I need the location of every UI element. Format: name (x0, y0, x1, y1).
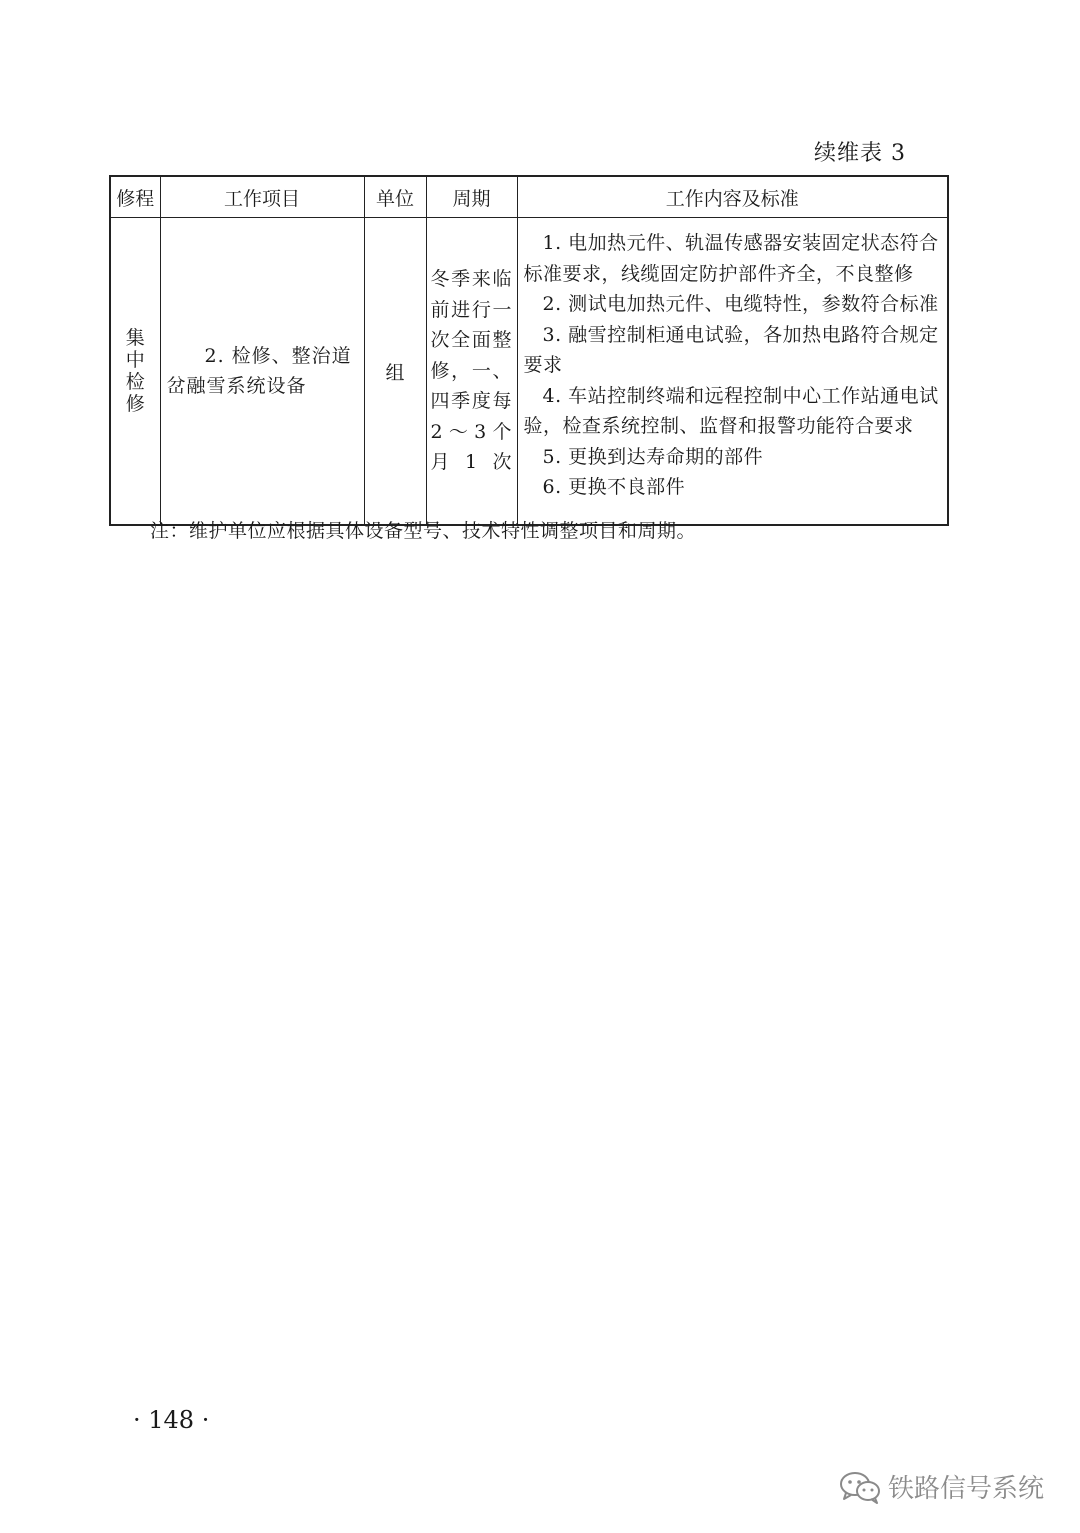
content-cell (517, 218, 948, 526)
content-item: 1. 电加热元件、轨温传感器安装固定状态符合标准要求，线缆固定防护部件齐全，不良整修 (523, 232, 939, 285)
header-cycle: 周期 (426, 176, 517, 218)
page-number: · 148 · (133, 1406, 210, 1434)
table-header-row (110, 176, 948, 218)
unit-cell: 组 (364, 218, 426, 526)
work-item-cell: 2. 检修、整治道岔融雪系统设备 (160, 218, 364, 526)
content-item: 5. 更换到达寿命期的部件 (542, 445, 764, 468)
watermark (838, 1468, 1044, 1505)
content-item: 2. 测试电加热元件、电缆特性，参数符合标准 (542, 293, 939, 315)
cycle-cell: 冬季来临前进行一次全面整修，一、四季度每2～3个月1次 (426, 218, 517, 526)
table-caption: 续维表 3 (814, 141, 906, 166)
header-repair-type: 修程 (110, 176, 160, 218)
watermark-text: 铁路信号系统 (888, 1474, 1045, 1504)
content-item: 6. 更换不良部件 (542, 476, 686, 498)
content-item: 3. 融雪控制柜通电试验，各加热电路符合规定要求 (523, 323, 939, 376)
header-unit: 单位 (364, 176, 426, 218)
table-note: 注：维护单位应根据具体设备型号、技术特性调整项目和周期。 (150, 520, 697, 542)
repair-type-text: 集中检修 (125, 327, 145, 415)
repair-type-cell (110, 218, 160, 526)
table-row (110, 218, 948, 526)
content-item: 4. 车站控制终端和远程控制中心工作站通电试验，检查系统控制、监督和报警功能符合要求 (523, 384, 939, 437)
maintenance-table (109, 175, 949, 526)
header-content: 工作内容及标准 (517, 176, 948, 218)
header-work-item: 工作项目 (160, 176, 364, 218)
wechat-icon (838, 1470, 882, 1504)
